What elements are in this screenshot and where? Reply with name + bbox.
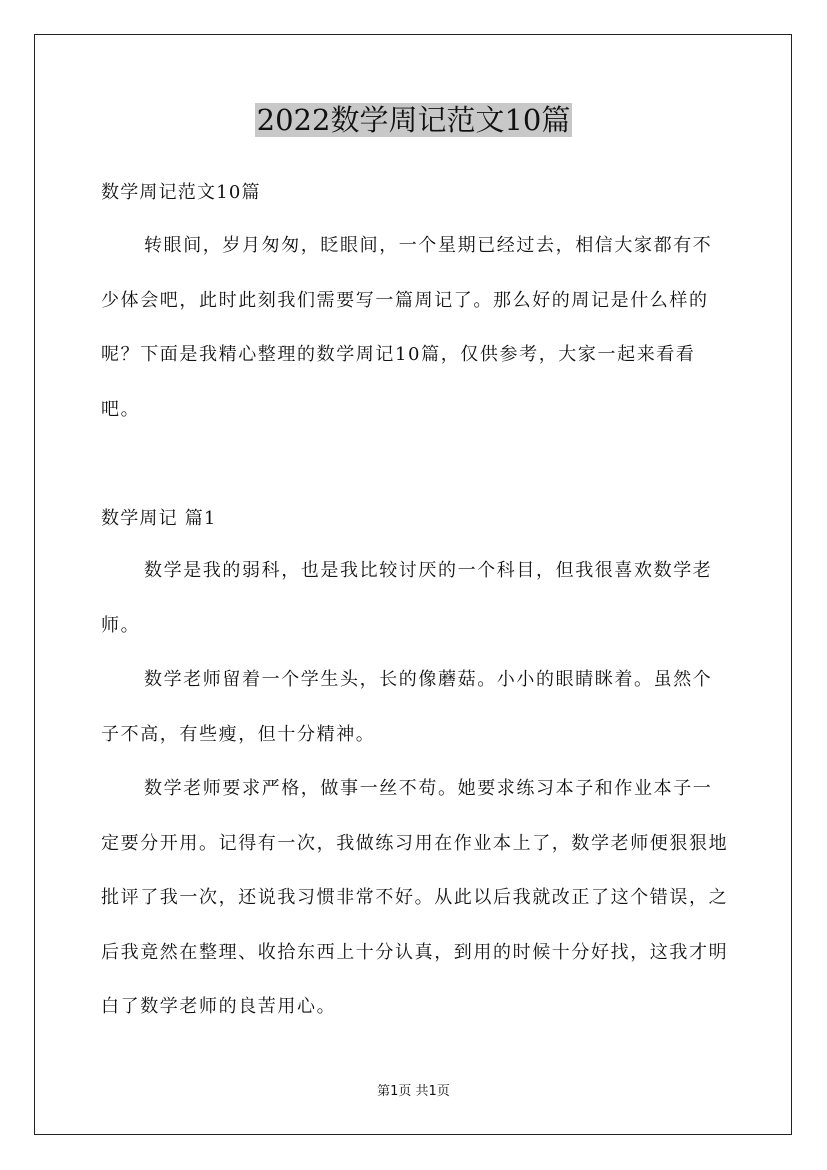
page-footer	[0, 1082, 827, 1102]
section-heading: 数学周记 篇1	[101, 508, 217, 529]
intro-paragraph: 转眼间，岁月匆匆，眨眼间，一个星期已经过去，相信大家都有不少体会吧，此时此刻我们需要写一篇周记了。那么好的周记是什么样的呢？下面是我精心整理的数学周记10篇，仅供参考，大家一起来看看吧。	[101, 235, 713, 420]
document-subtitle: 数学周记范文10篇	[101, 182, 261, 203]
body-paragraph-2: 数学老师留着一个学生头，长的像蘑菇。小小的眼睛眯着。虽然个子不高，有些瘦，但十分精神。	[101, 669, 713, 745]
body-paragraph-1: 数学是我的弱科，也是我比较讨厌的一个科目，但我很喜欢数学老师。	[101, 560, 713, 636]
body-paragraph-3: 数学老师要求严格，做事一丝不苟。她要求练习本子和作业本子一定要分开用。记得有一次，我做练习用在作业本上了，数学老师便狠狠地批评了我一次，还说我习惯非常不好。从此以后我就改正了这个错误，之后我竟然在整理、收拾东西上十分认真，到用的时候十分好找，这我才明白了数学老师的良苦用心。	[101, 778, 729, 1017]
document-title-text: 2022数学周记范文10篇	[256, 103, 571, 137]
page-number: 第1页 共1页	[377, 1084, 450, 1099]
document-title	[0, 98, 827, 142]
